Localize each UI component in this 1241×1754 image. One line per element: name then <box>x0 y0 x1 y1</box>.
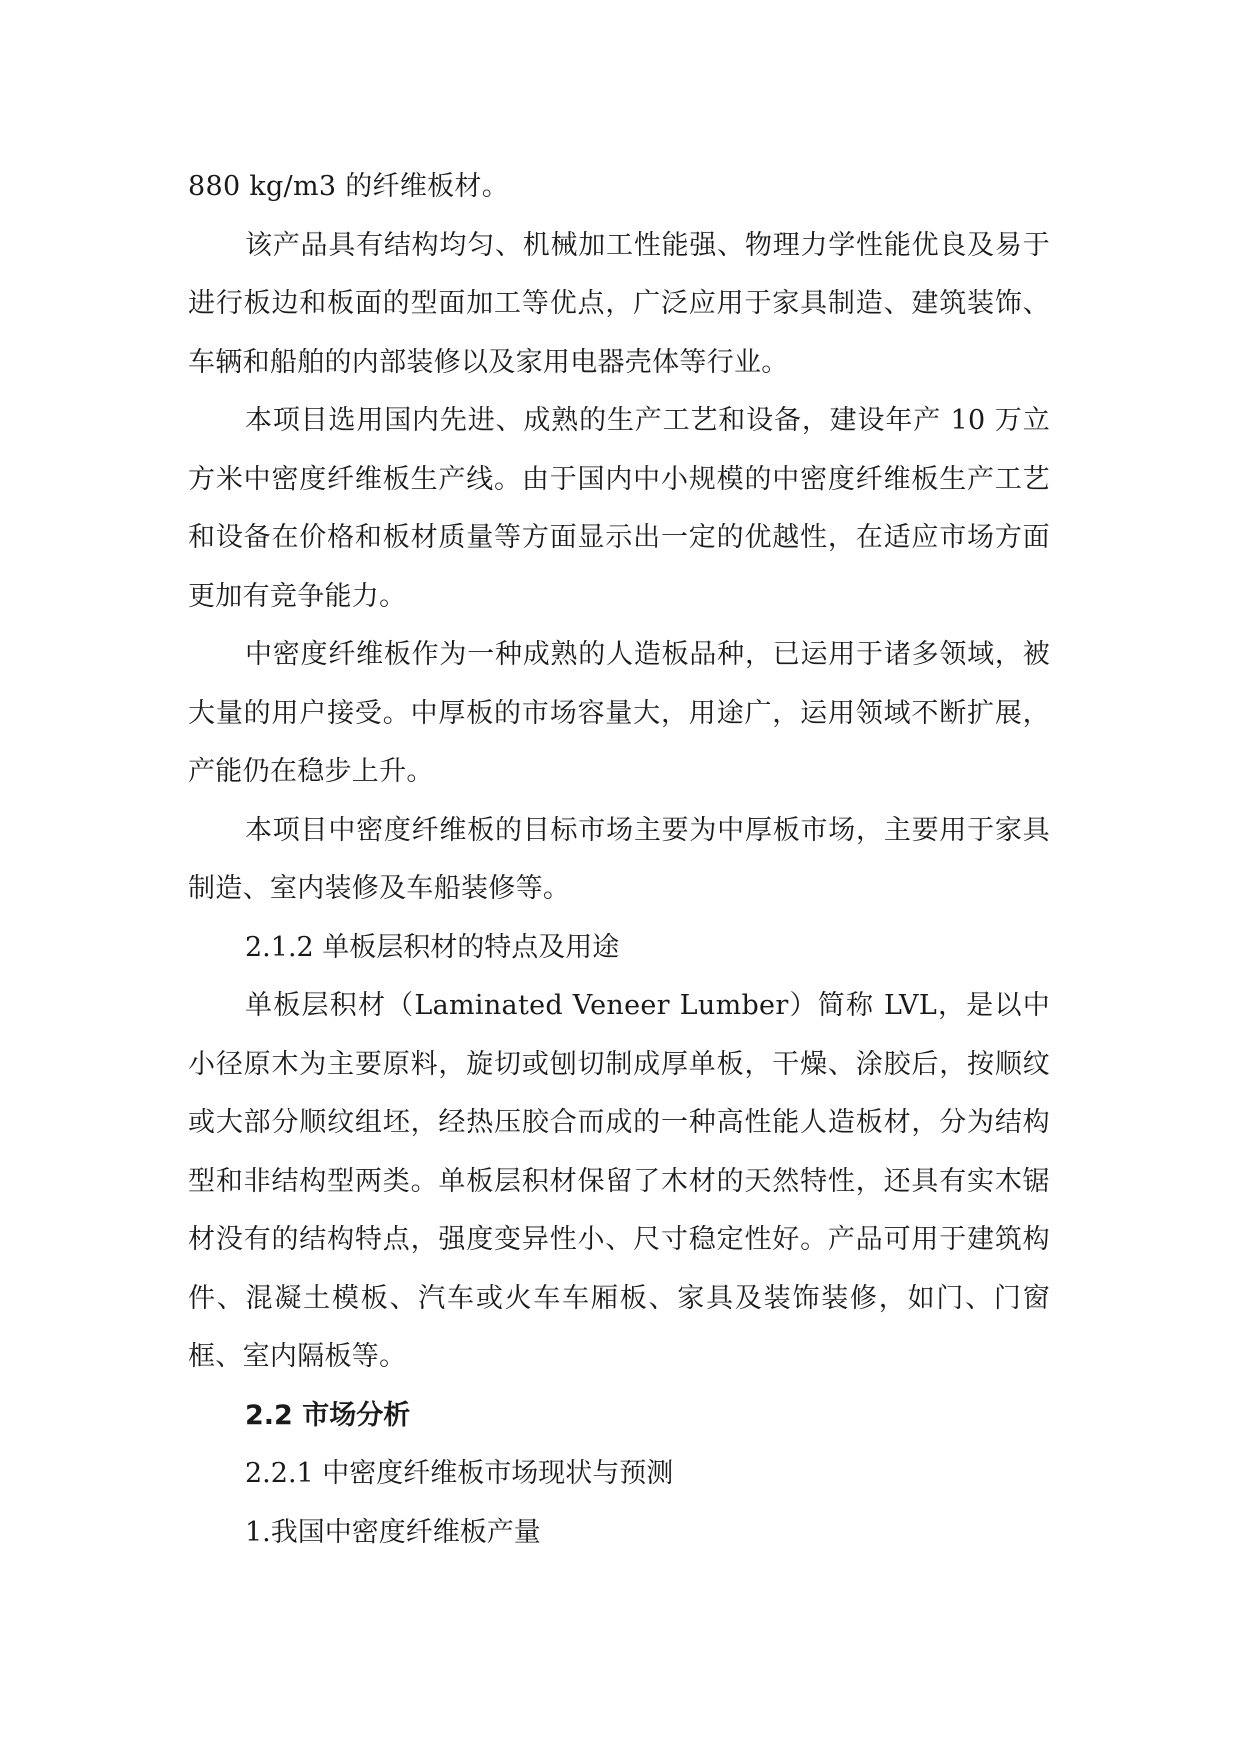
paragraph-lvl-description: 单板层积材（Laminated Veneer Lumber）简称 LVL，是以中小径原木为主要原料，旋切或刨切制成厚单板，干燥、涂胶后，按顺纹或大部分顺纹组坯，经热压胶合而成的一种高性能人造板材，分为结构型和非结构型两类。单板层积材保留了木材的天然特性，还具有实木锯材没有的结构特点，强度变异性小、尺寸稳定性好。产品可用于建筑构件、混凝土模板、汽车或火车车厢板、家具及装饰装修，如门、门窗框、室内隔板等。 <box>188 990 1050 1372</box>
section-heading-2-2: 2.2 市场分析 <box>245 1399 411 1431</box>
section-heading-2-1-2: 2.1.2 单板层积材的特点及用途 <box>245 931 620 963</box>
paragraph-target-market: 本项目中密度纤维板的目标市场主要为中厚板市场，主要用于家具制造、室内装修及车船装修等。 <box>188 814 1050 904</box>
paragraph-project-overview: 本项目选用国内先进、成熟的生产工艺和设备，建设年产 10 万立方米中密度纤维板生产线。由于国内中小规模的中密度纤维板生产工艺和设备在价格和板材质量等方面显示出一定的优越性，在适应市场方面更加有竞争能力。 <box>188 405 1050 612</box>
document-page <box>188 158 1050 1562</box>
section-heading-2-2-1: 2.2.1 中密度纤维板市场现状与预测 <box>245 1458 674 1489</box>
paragraph-density-continuation: 880 kg/m3 的纤维板材。 <box>188 171 510 202</box>
list-item-heading-1: 1.我国中密度纤维板产量 <box>245 1516 541 1548</box>
paragraph-mdf-application: 中密度纤维板作为一种成熟的人造板品种，已运用于诸多领域，被大量的用户接受。中厚板的市场容量大，用途广，运用领域不断扩展，产能仍在稳步上升。 <box>188 639 1050 787</box>
paragraph-product-features: 该产品具有结构均匀、机械加工性能强、物理力学性能优良及易于进行板边和板面的型面加工等优点，广泛应用于家具制造、建筑装饰、车辆和船舶的内部装修以及家用电器壳体等行业。 <box>188 229 1050 378</box>
